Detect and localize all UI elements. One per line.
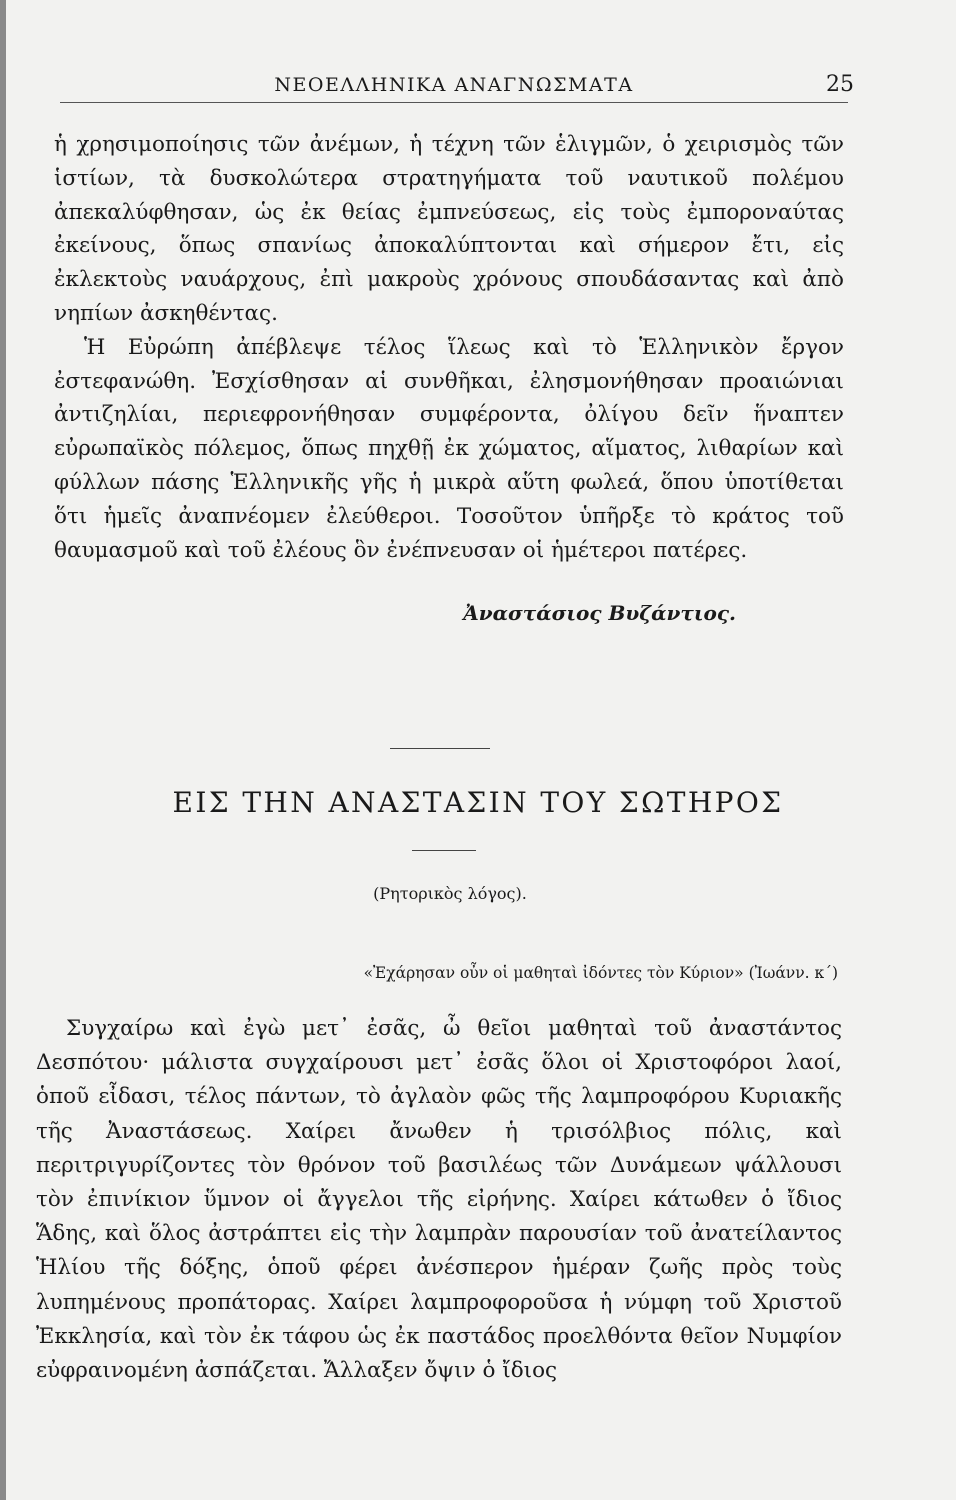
- title-underline: [412, 850, 476, 851]
- epigraph: «Ἐχάρησαν οὖν οἱ μαθηταὶ ἰδόντες τὸν Κύριον» (Ἰωάνν. κ΄): [363, 964, 838, 982]
- divider-rule: [390, 748, 490, 749]
- paragraph: Συγχαίρω καὶ ἐγὼ μετ᾿ ἐσᾶς, ὦ θεῖοι μαθηταὶ τοῦ ἀναστάντος Δεσπότου· μάλιστα συγχαίρουσι μετ᾿ ἐσᾶς ὅλοι οἱ Χριστοφόροι λαοί, ὁποῦ εἶδασι, τέλος πάντων, τὸ ἀγλαὸν φῶς τῆς λαμπροφόρου Κυριακῆς τῆς Ἀναστάσεως. Χαίρει ἄνωθεν ἡ τρισόλβιος πόλις, καὶ περιτριγυρίζοντες τὸν θρόνον τοῦ βασιλέως τῶν Δυνάμεων ψάλλουσι τὸν ἐπινίκιον ὕμνον οἱ ἄγγελοι τῆς εἰρήνης. Χαίρει κάτωθεν ὁ ἴδιος Ἅδης, καὶ ὅλος ἀστράπτει εἰς τὴν λαμπρὰν παρουσίαν τοῦ ἀνατείλαντος Ἡλίου τῆς δόξης, ὁποῦ φέρει ἀνέσπερον ἡμέραν ζωῆς πρὸς τοὺς λυπημένους προπάτορας. Χαίρει λαμπροφοροῦσα ἡ νύμφη τοῦ Χριστοῦ Ἐκκλησία, καὶ τὸν ἐκ τάφου ὡς ἐκ παστάδος προελθόντα θεῖον Νυμφίον εὐφραινομένη ἀσπάζεται. Ἄλλαξεν ὄψιν ὁ ἴδιος: [36, 1016, 842, 1384]
- paragraph: Ἡ Εὐρώπη ἀπέβλεψε τέλος ἵλεως καὶ τὸ Ἑλληνικὸν ἔργον ἐστεφανώθη. Ἐσχίσθησαν αἱ συνθῆκαι, ἐλησμονήθησαν προαιώνιαι ἀντιζηλίαι, περιεφρονήθησαν συμφέροντα, ὀλίγου δεῖν ἥναπτεν εὐρωπαϊκὸς πόλεμος, ὅπως πηχθῇ ἐκ χώματος, αἵματος, λιθαρίων καὶ φύλλων πάσης Ἑλληνικῆς γῆς ἡ μικρὰ αὕτη φωλεά, ὅπου ὑποτίθεται ὅτι ἡμεῖς ἀναπνέομεν ἐλεύθεροι. Τοσοῦτον ὑπῆρξε τὸ κράτος τοῦ θαυμασμοῦ καὶ τοῦ ἐλέους ὃν ἐνέπνευσαν οἱ ἡμέτεροι πατέρες.: [54, 334, 844, 563]
- page-header: [60, 72, 854, 103]
- section-subtitle: (Ρητορικὸς λόγος).: [373, 884, 527, 903]
- paragraph: ἡ χρησιμοποίησις τῶν ἀνέμων, ἡ τέχνη τῶν ἑλιγμῶν, ὁ χειρισμὸς τῶν ἱστίων, τὰ δυσκολώτερα στρατηγήματα τοῦ ναυτικοῦ πολέμου ἀπεκαλύφθησαν, ὡς ἐκ θείας ἐμπνεύσεως, εἰς τοὺς ἐμποροναύτας ἐκείνους, ὅπως σπανίως ἀποκαλύπτονται καὶ σήμερον ἔτι, εἰς ἐκλεκτοὺς ναυάρχους, ἐπὶ μακροὺς χρόνους σπουδάσαντας καὶ ἀπὸ νηπίων ἀσκηθέντας.: [54, 132, 844, 326]
- article-byzantios: [54, 128, 844, 625]
- page-number: 25: [826, 72, 854, 97]
- section-title: ΕΙΣ ΤΗΝ ΑΝΑΣΤΑΣΙΝ ΤΟΥ ΣΩΤΗΡΟΣ: [172, 786, 784, 819]
- article-resurrection: [36, 1012, 842, 1388]
- binding-edge: [0, 0, 6, 1500]
- running-title: ΝΕΟΕΛΛΗΝΙΚΑ ΑΝΑΓΝΩΣΜΑΤΑ: [274, 74, 634, 96]
- author-signature: Ἀναστάσιος Βυζάντιος.: [463, 601, 736, 626]
